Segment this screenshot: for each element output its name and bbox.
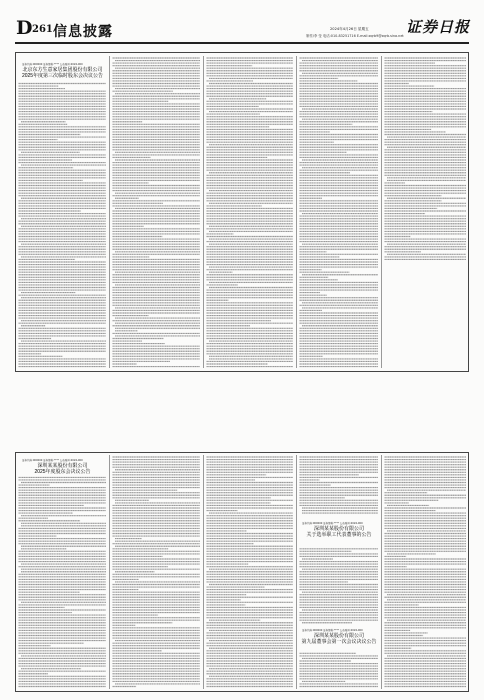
column-6 [18, 455, 107, 689]
text-lines-texture [18, 56, 107, 368]
notice1-title-line2: 2025年度第三次临时股东会决议公告 [21, 73, 104, 79]
text-lines-texture [299, 455, 379, 689]
text-lines-texture [112, 56, 201, 368]
column-2 [112, 56, 201, 368]
text-lines-texture [206, 56, 294, 368]
notice4-title-line2: 第九届董事会第一次会议决议公告 [301, 639, 377, 645]
notice3-title-line1: 深圳某某股份有限公司 [313, 526, 364, 532]
masthead [0, 0, 484, 44]
notice1-title-line1: 北京东方生意家居集团股份有限公司 [22, 67, 103, 73]
notice1-header [18, 67, 107, 79]
column-10 [384, 455, 467, 689]
page-number: 261 [32, 24, 53, 35]
notice3-title-line2: 关于选举职工代表董事的公告 [306, 532, 372, 538]
text-lines-texture [384, 56, 467, 368]
text-lines-texture [299, 56, 379, 368]
column-8 [206, 455, 294, 689]
column-9 [299, 455, 379, 689]
masthead-rule [15, 42, 469, 44]
dateline: 2024年4月26日 星期五 [330, 27, 369, 31]
column-3 [206, 56, 294, 368]
column-4 [299, 56, 379, 368]
editor-line: 制作/李 莹 电话:010-83251716 E-mail:zqrb9@zqrb.sina.net [306, 34, 404, 38]
column-5 [384, 56, 467, 368]
notice1-codes: 证券代码:000000 证券简称:**** 公告编号:2024-000 [22, 63, 83, 66]
notice2-header [18, 463, 107, 475]
notice3-header [299, 526, 379, 538]
text-lines-texture [206, 455, 294, 689]
text-lines-texture [384, 455, 467, 689]
newspaper-logo: 证券日报 [406, 18, 471, 36]
column-7 [112, 455, 201, 689]
column-1 [18, 56, 107, 368]
notice2-codes: 证券代码:000000 证券简称:**** 公告编号:2024-000 [22, 459, 83, 462]
page-letter: D [16, 17, 33, 39]
notice4-title-line1: 深圳某某股份有限公司 [313, 633, 364, 639]
notice3-codes: 证券代码:000000 证券简称:**** 公告编号:2024-000 [302, 522, 363, 525]
text-lines-texture [18, 455, 107, 689]
notice2-title-line1: 深圳某某股份有限公司 [37, 463, 88, 469]
notice2-title-line2: 2025年度股东会决议公告 [34, 469, 91, 475]
text-lines-texture [112, 455, 201, 689]
section-title: 信息披露 [53, 24, 113, 40]
notice4-header [299, 633, 379, 645]
notice4-codes: 证券代码:000000 证券简称:**** 公告编号:2024-000 [302, 629, 363, 632]
